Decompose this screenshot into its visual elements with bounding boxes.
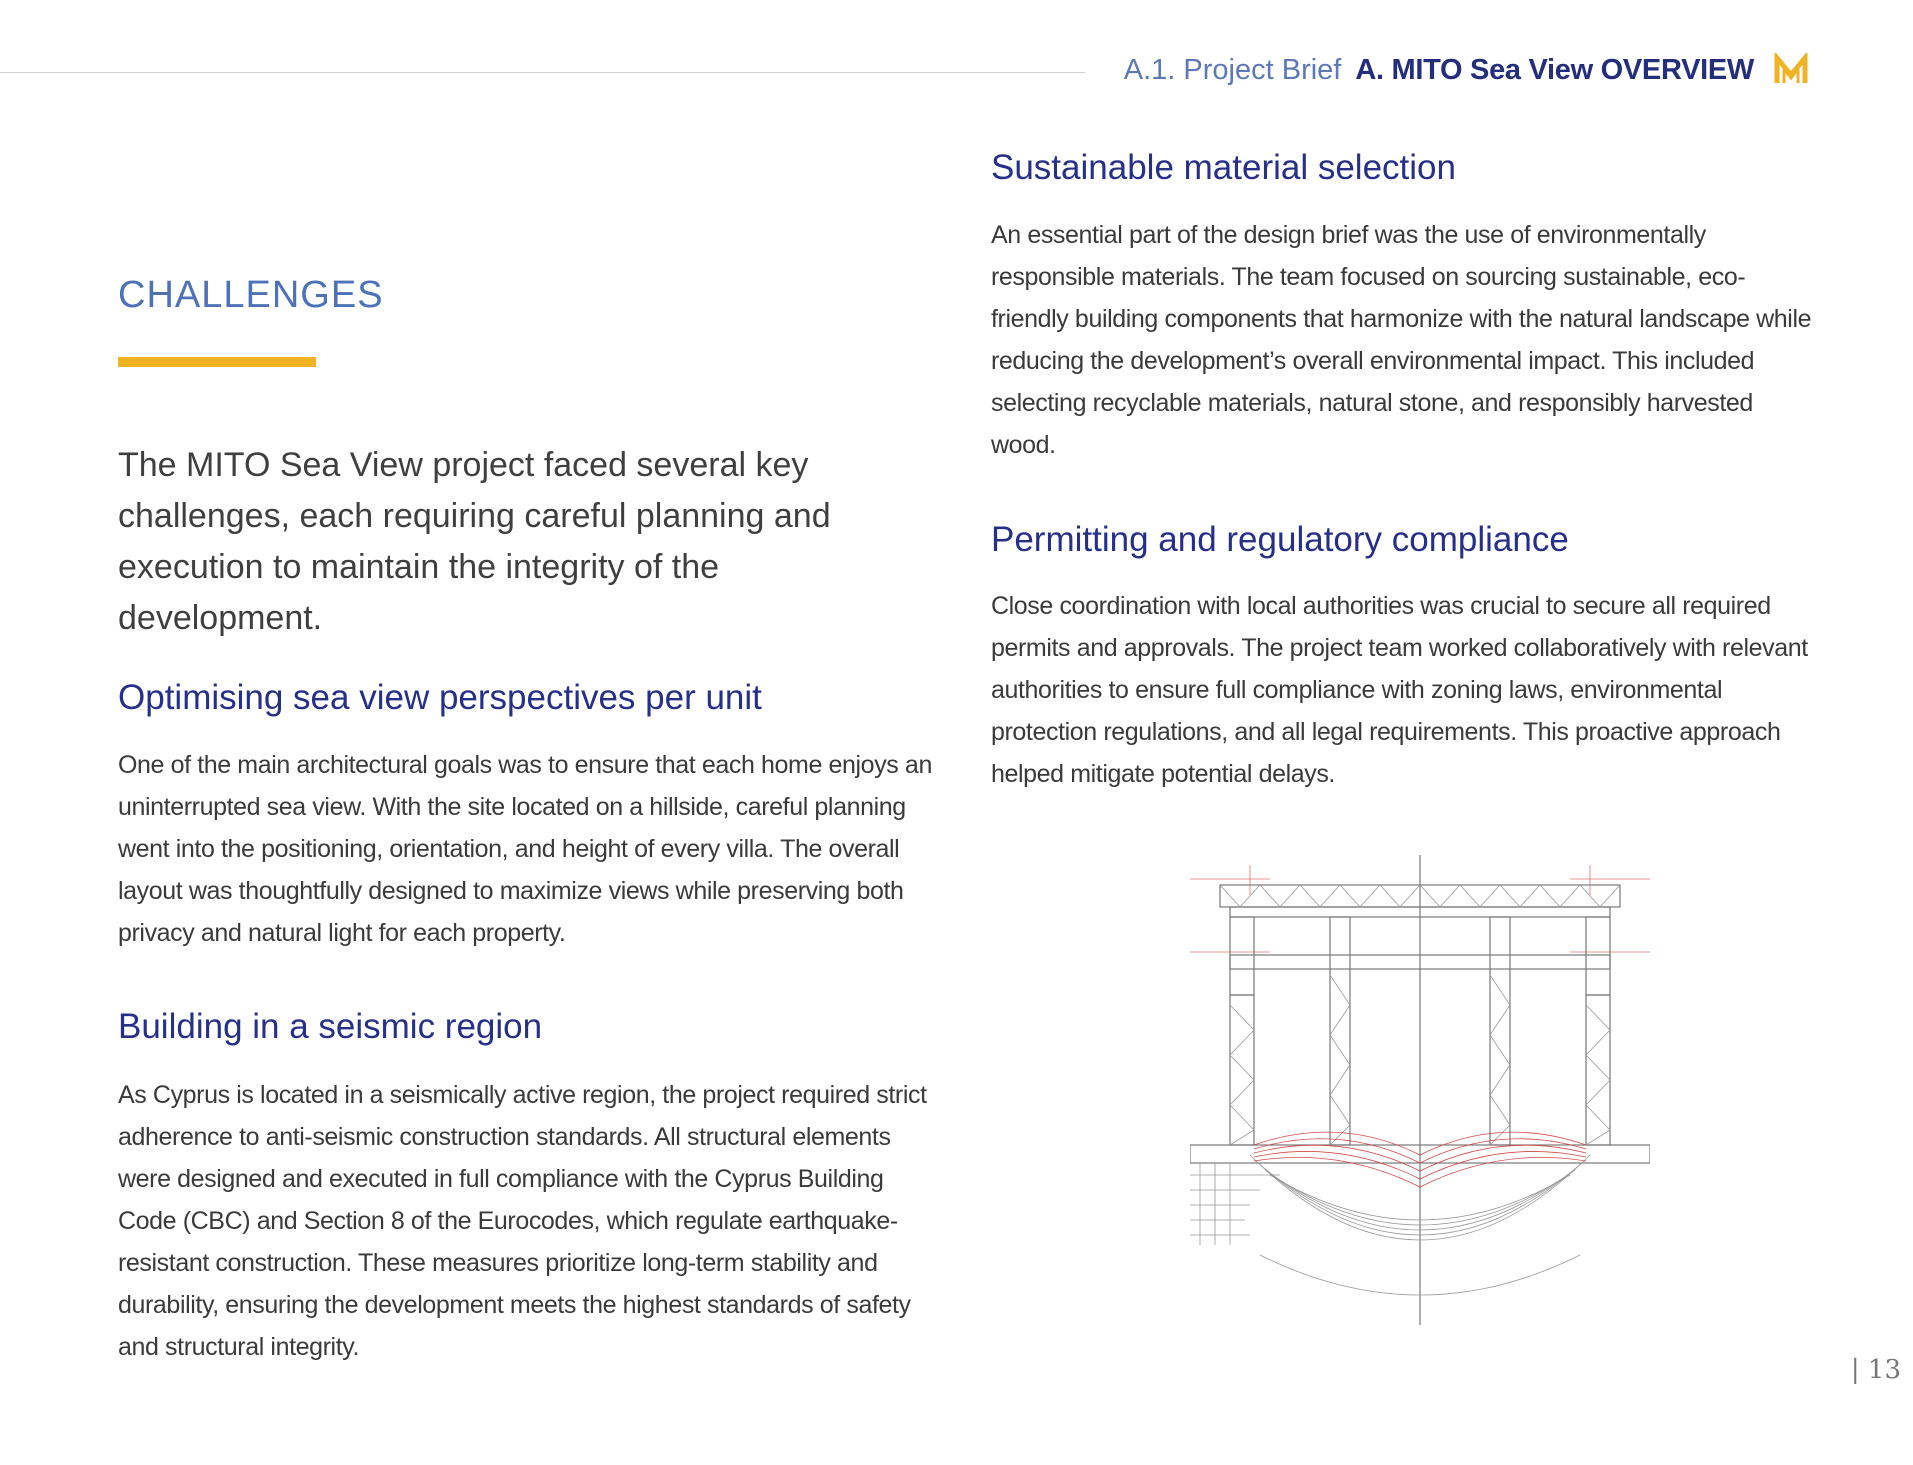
section-title-materials: Sustainable material selection — [991, 148, 1456, 187]
section-body-sea-view: One of the main architectural goals was to ensure that each home enjoys an uninterrupted sea view. With the site located on a hillside, careful planning went into the positioning, orientation, and height of every villa. The overall layout was thoughtfully designed to maximize views while preserving both privacy and natural light for each property. — [118, 751, 932, 947]
accent-bar — [118, 357, 316, 367]
intro-paragraph: The MITO Sea View project faced several key challenges, each requiring careful planning and execution to maintain the integrity of the development. — [118, 446, 831, 637]
seismic-structure-drawing-icon — [1190, 855, 1650, 1325]
section-title-sea-view: Optimising sea view perspectives per unit — [118, 678, 762, 717]
challenges-heading: CHALLENGES — [118, 274, 384, 316]
section-title-permitting: Permitting and regulatory compliance — [991, 520, 1569, 559]
section-body-seismic: As Cyprus is located in a seismically active region, the project required strict adherence to anti-seismic construction standards. All structural elements were designed and executed in full compliance with the Cyprus Building Code (CBC) and Section 8 of the Eurocodes, which regulate earthquake-resistant construction. These measures prioritize long-term stability and durability, ensuring the development meets the highest standards of safety and structural integrity. — [118, 1081, 927, 1361]
section-title-seismic: Building in a seismic region — [118, 1007, 543, 1046]
section-body-permitting: Close coordination with local authorities was crucial to secure all required permits and approvals. The project team worked collaboratively with relevant authorities to ensure full compliance with zoning laws, environmental protection regulations, and all legal requirements. This proactive approach helped mitigate potential delays. — [991, 592, 1808, 788]
page-number: | 13 — [1850, 1355, 1901, 1385]
header-rule — [0, 72, 1085, 73]
header-title: A. MITO Sea View OVERVIEW — [1355, 53, 1754, 86]
mito-m-logo-icon — [1774, 53, 1808, 87]
section-body-materials: An essential part of the design brief was the use of environmentally responsible materials. The team focused on sourcing sustainable, eco-friendly building components that harmonize with the natural landscape while reducing the development’s overall environmental impact. This included selecting recyclable materials, natural stone, and responsibly harvested wood. — [991, 221, 1812, 459]
page-header — [1124, 50, 1808, 90]
header-section: A.1. Project Brief — [1123, 53, 1342, 86]
